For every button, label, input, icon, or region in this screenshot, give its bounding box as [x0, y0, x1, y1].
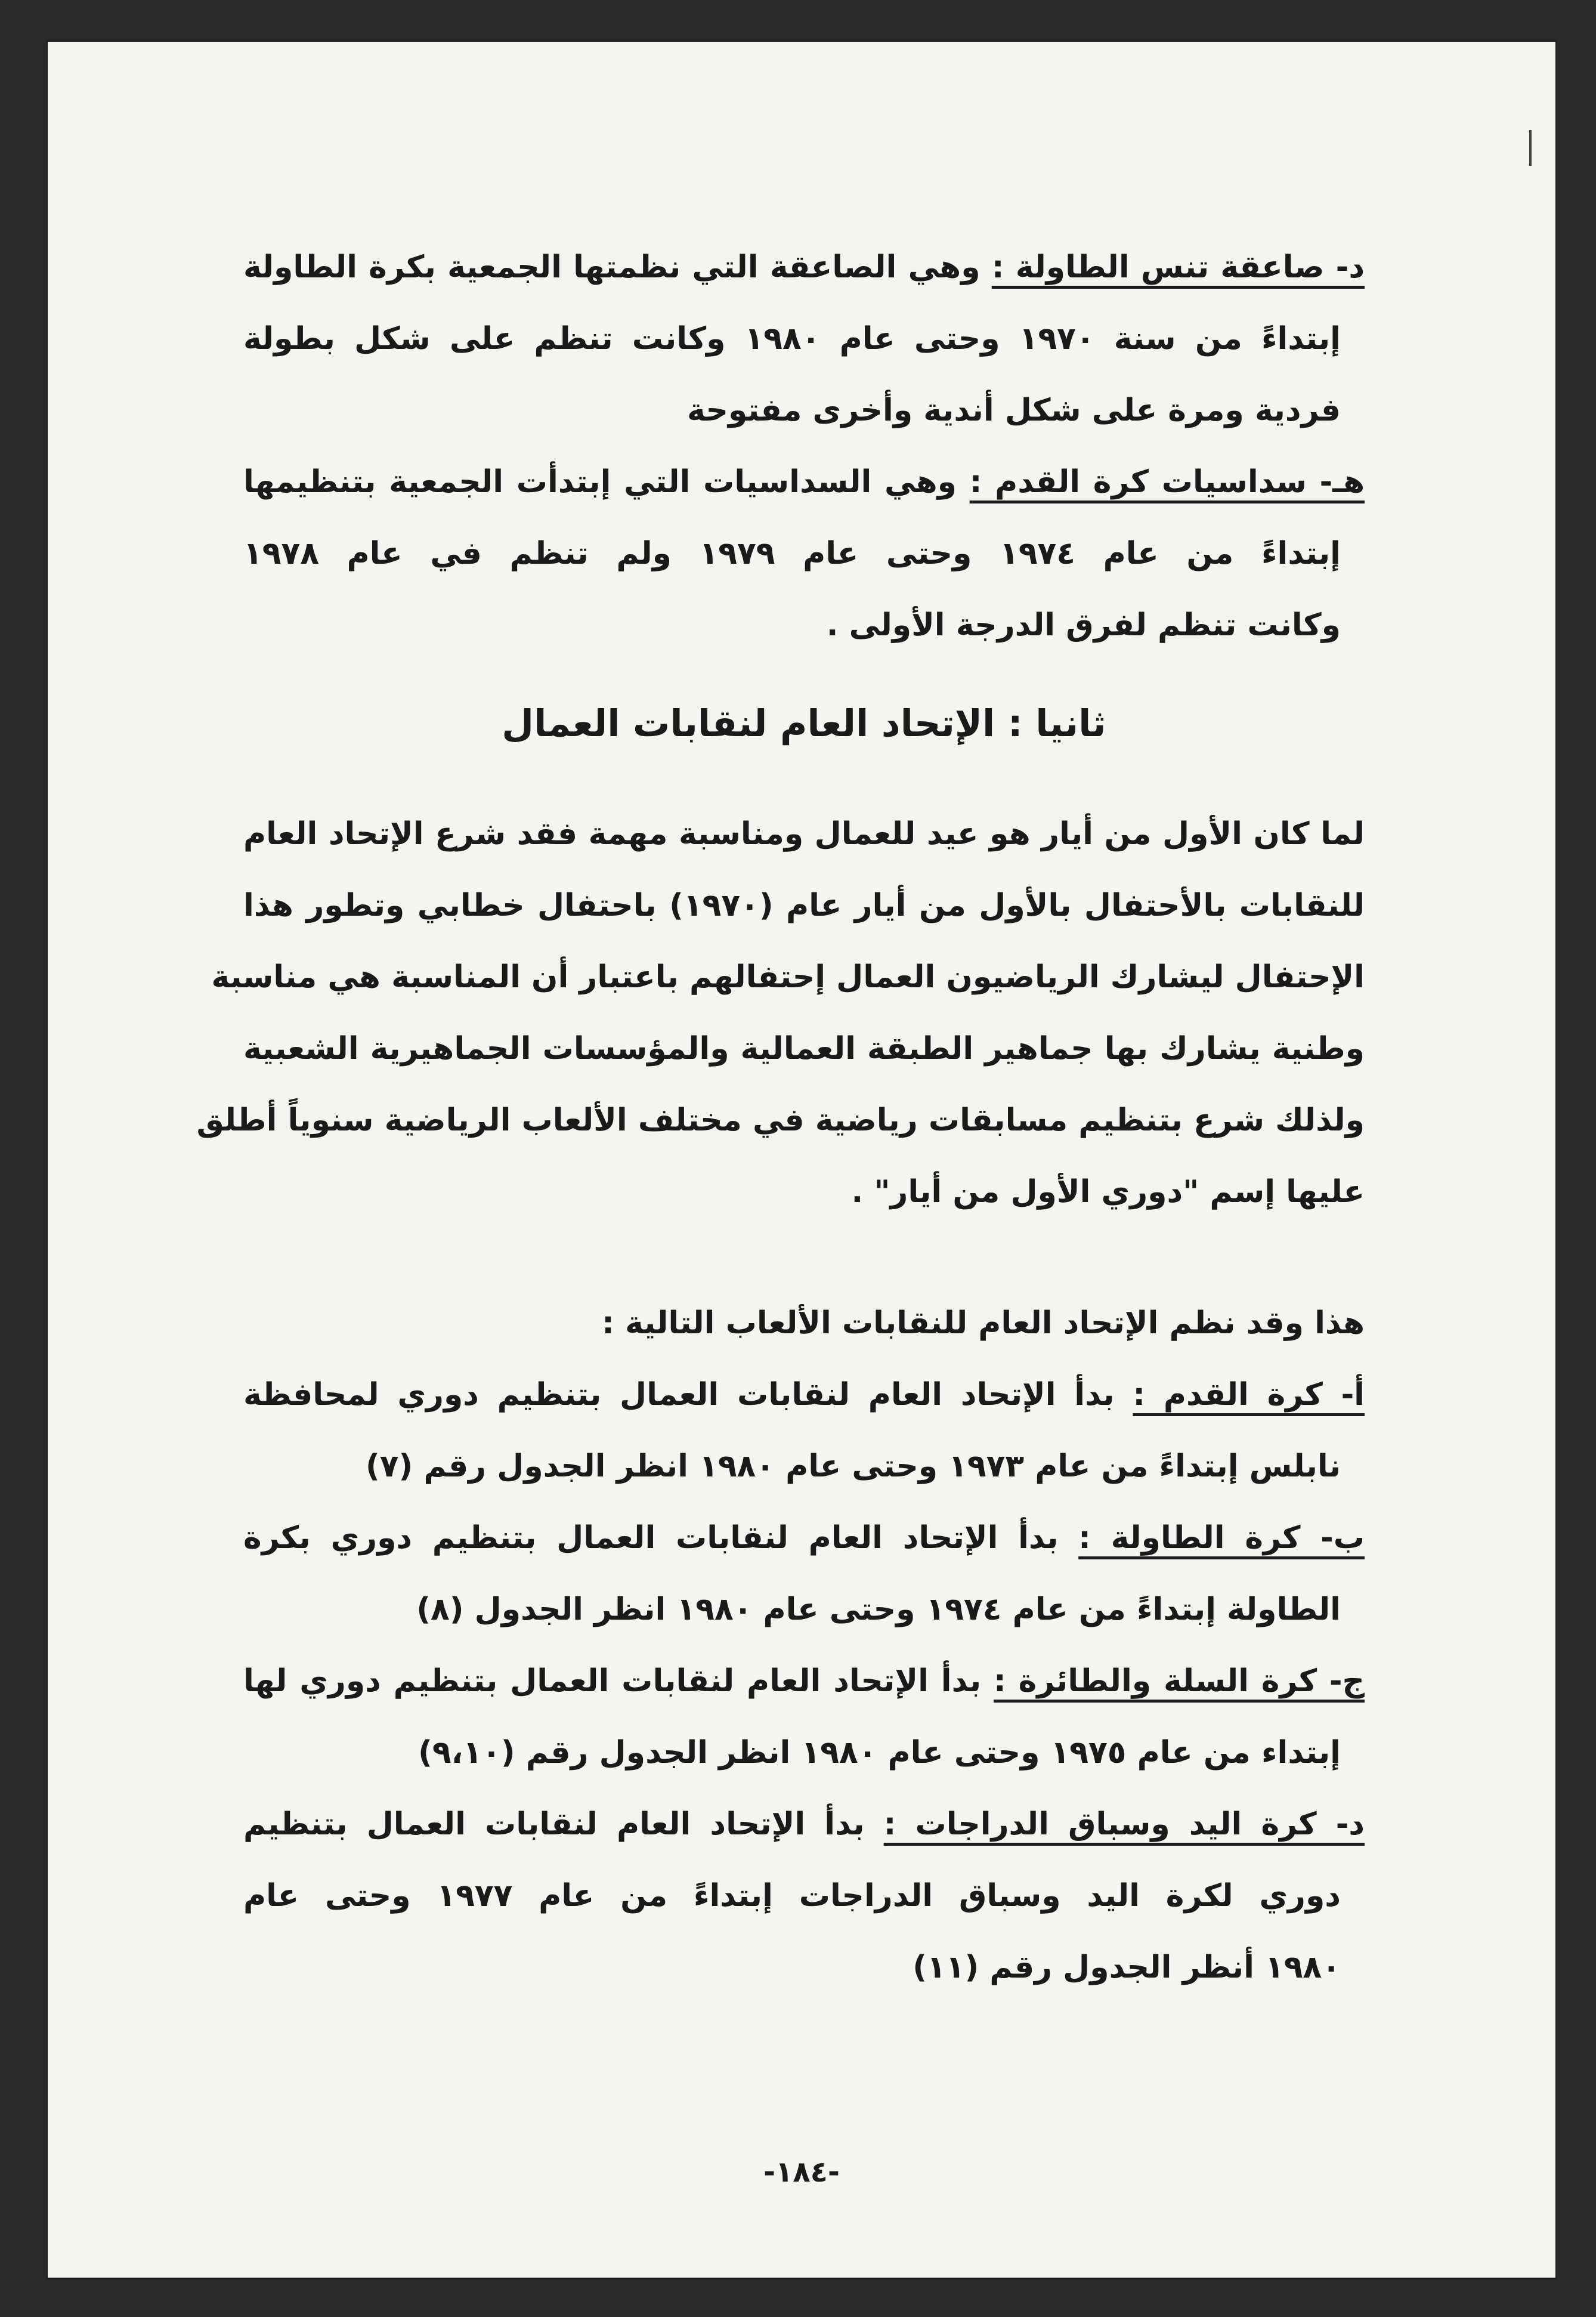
spacer: [243, 1228, 1365, 1287]
section-line: هـ- سداسيات كرة القدم : وهي السداسيات التي إبتدأت الجمعية بتنظيمها: [243, 464, 1365, 500]
section-line: د- صاعقة تنس الطاولة : وهي الصاعقة التي نظمتها الجمعية بكرة الطاولة: [243, 249, 1365, 285]
section-line: إبتداءً من عام ١٩٧٤ وحتى عام ١٩٧٩ ولم تنظم في عام ١٩٧٨: [243, 536, 1341, 571]
section-heading: ثانيا : الإتحاد العام لنقابات العمال: [502, 702, 1106, 745]
section-label: هـ- سداسيات كرة القدم :: [969, 464, 1365, 500]
paragraph-line: عليها إسم "دوري الأول من أيار" .: [851, 1174, 1365, 1210]
section-label: ج- كرة السلة والطائرة :: [994, 1663, 1365, 1699]
page-body: [196, 231, 1365, 2003]
section-line: إبتداء من عام ١٩٧٥ وحتى عام ١٩٨٠ انظر الجدول رقم (٩،١٠): [418, 1735, 1341, 1771]
section-line: أ- كرة القدم : بدأ الإتحاد العام لنقابات العمال بتنظيم دوري لمحافظة: [243, 1377, 1365, 1413]
section-line: إبتداءً من سنة ١٩٧٠ وحتى عام ١٩٨٠ وكانت تنظم على شكل بطولة: [243, 321, 1341, 357]
document-page: [47, 41, 1557, 2279]
paragraph-line: وطنية يشارك بها جماهير الطبقة العمالية والمؤسسات الجماهيرية الشعبية: [243, 1031, 1365, 1067]
section-label: د- صاعقة تنس الطاولة :: [991, 249, 1365, 285]
paragraph-line: لما كان الأول من أيار هو عيد للعمال ومناسبة مهمة فقد شرع الإتحاد العام: [243, 816, 1365, 852]
section-label: أ- كرة القدم :: [1133, 1377, 1365, 1413]
section-line: دوري لكرة اليد وسباق الدراجات إبتداءً من عام ١٩٧٧ وحتى عام: [243, 1878, 1341, 1914]
section-line: ج- كرة السلة والطائرة : بدأ الإتحاد العام لنقابات العمال بتنظيم دوري لها: [243, 1663, 1365, 1699]
section-line: د- كرة اليد وسباق الدراجات : بدأ الإتحاد العام لنقابات العمال بتنظيم: [243, 1806, 1365, 1842]
section-line: وكانت تنظم لفرق الدرجة الأولى .: [826, 607, 1341, 643]
section-line: ب- كرة الطاولة : بدأ الإتحاد العام لنقابات العمال بتنظيم دوري بكرة: [243, 1520, 1365, 1556]
paragraph-line: للنقابات بالأحتفال بالأول من أيار عام (١٩٧٠) باحتفال خطابي وتطور هذا: [243, 888, 1365, 923]
section-line: ١٩٨٠ أنظر الجدول رقم (١١): [913, 1950, 1341, 1985]
intro-line: هذا وقد نظم الإتحاد العام للنقابات الألعاب التالية :: [602, 1305, 1365, 1341]
section-label: ب- كرة الطاولة :: [1078, 1520, 1365, 1556]
section-line: نابلس إبتداءً من عام ١٩٧٣ وحتى عام ١٩٨٠ انظر الجدول رقم (٧): [365, 1448, 1341, 1484]
page-number: -١٨٤-: [763, 2155, 840, 2189]
section-line: الطاولة إبتداءً من عام ١٩٧٤ وحتى عام ١٩٨٠ انظر الجدول (٨): [416, 1592, 1341, 1627]
section-line: فردية ومرة على شكل أندية وأخرى مفتوحة: [686, 393, 1341, 428]
margin-mark: [1529, 130, 1532, 166]
paragraph-line: ولذلك شرع بتنظيم مسابقات رياضية في مختلف الألعاب الرياضية سنوياً أطلق: [196, 1102, 1365, 1138]
paragraph-line: الإحتفال ليشارك الرياضيون العمال إحتفالهم باعتبار أن المناسبة هي مناسبة: [211, 959, 1365, 995]
section-label: د- كرة اليد وسباق الدراجات :: [883, 1806, 1365, 1842]
